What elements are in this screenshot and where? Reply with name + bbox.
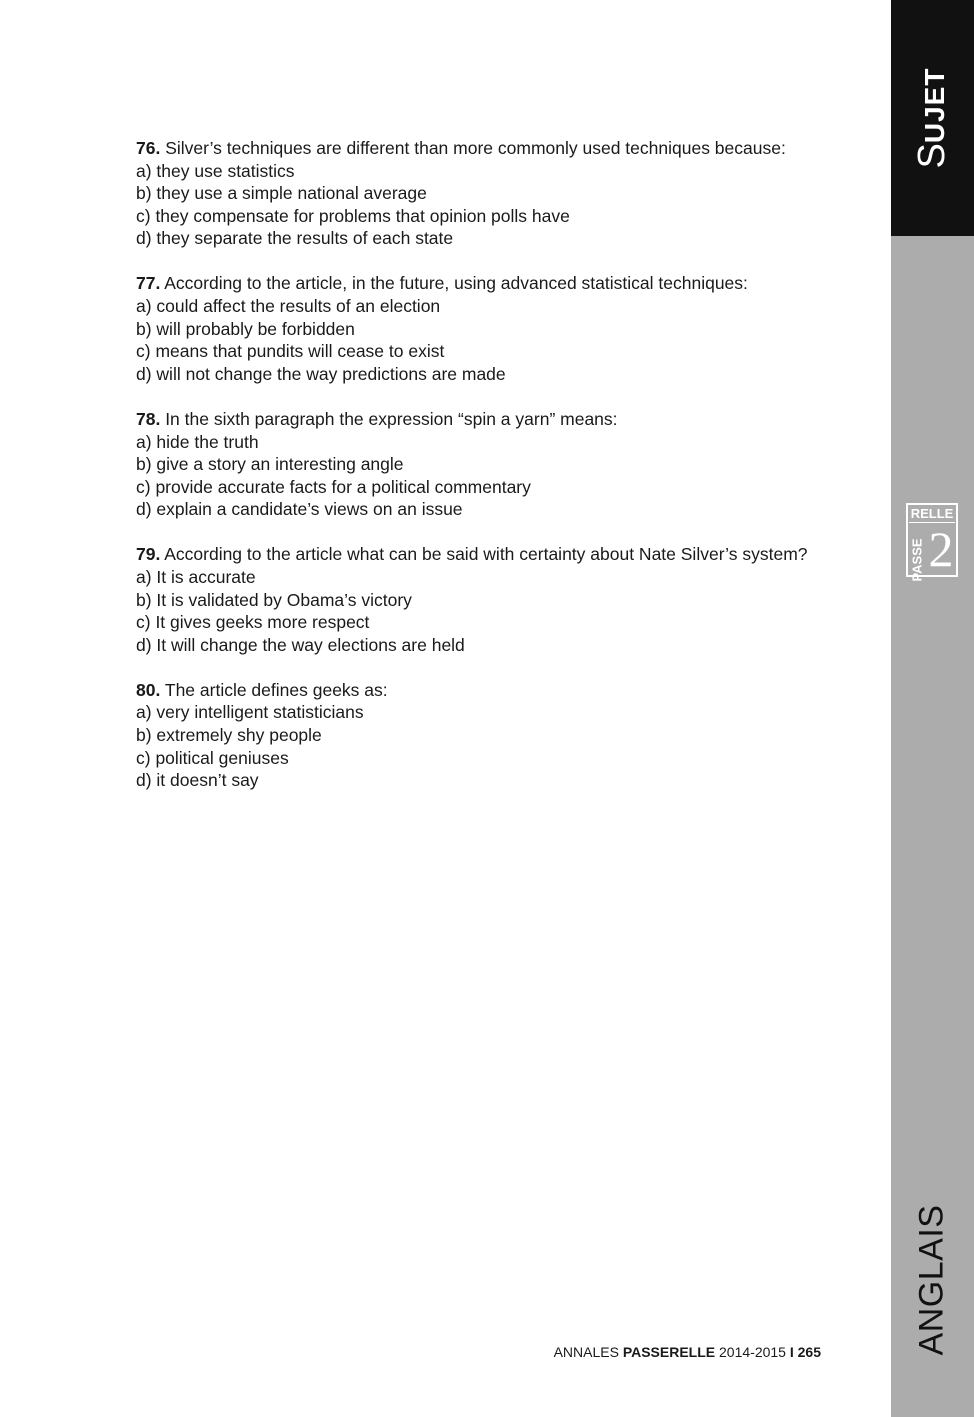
question-76	[136, 137, 821, 250]
question-number: 76.	[136, 138, 161, 158]
answer-option: b) It is validated by Obama’s victory	[136, 589, 412, 610]
question-text: 80. The article defines geeks as:	[136, 679, 388, 700]
footer-brand: PASSERELLE	[622, 1344, 716, 1360]
answer-option: b) will probably be forbidden	[136, 318, 355, 339]
passerelle-logo: RELLE PASSE 2	[906, 503, 958, 577]
questions-list	[136, 137, 821, 814]
section-label: SUJET	[911, 67, 953, 169]
answer-option: a) very intelligent statisticians	[136, 702, 364, 723]
answer-option: d) explain a candidate’s views on an issue	[136, 499, 463, 520]
question-text: 77. According to the article, in the future, using advanced statistical techniques:	[136, 273, 748, 294]
answer-option: d) they separate the results of each state	[136, 228, 454, 249]
answer-option: c) they compensate for problems that opinion polls have	[136, 205, 570, 226]
question-number: 80.	[136, 679, 161, 700]
answer-option: b) give a story an interesting angle	[136, 454, 404, 475]
answer-option: a) they use statistics	[136, 160, 295, 181]
question-78	[136, 408, 821, 521]
subject-label: ANGLAIS	[912, 1204, 951, 1356]
answer-option: c) It gives geeks more respect	[136, 612, 370, 633]
side-tab	[891, 0, 974, 1417]
answer-option: a) It is accurate	[136, 567, 256, 587]
section-tab	[891, 0, 974, 236]
page-footer: ANNALES PASSERELLE 2014-2015 I 265	[553, 1344, 821, 1360]
question-text: 78. In the sixth paragraph the expression “spin a yarn” means:	[136, 408, 618, 429]
answer-option: c) means that pundits will cease to exist	[136, 341, 445, 362]
question-80	[136, 679, 821, 792]
question-number: 78.	[136, 408, 161, 429]
answer-option: d) It will change the way elections are held	[136, 634, 465, 655]
question-text: 76. Silver’s techniques are different than more commonly used techniques because:	[136, 138, 786, 158]
question-number: 79.	[136, 544, 161, 565]
answer-option: b) they use a simple national average	[136, 183, 427, 204]
answer-option: d) will not change the way predictions are made	[136, 363, 506, 384]
answer-option: b) extremely shy people	[136, 725, 322, 746]
page-number: 265	[793, 1344, 821, 1360]
answer-option: d) it doesn’t say	[136, 770, 259, 791]
question-77	[136, 272, 821, 385]
question-text: 79. According to the article what can be said with certainty about Nate Silver’s system?	[136, 544, 808, 565]
answer-option: a) hide the truth	[136, 431, 259, 452]
question-number: 77.	[136, 273, 161, 294]
question-79	[136, 543, 821, 656]
answer-option: a) could affect the results of an election	[136, 296, 441, 317]
answer-option: c) political geniuses	[136, 747, 289, 768]
answer-option: c) provide accurate facts for a political commentary	[136, 476, 531, 497]
